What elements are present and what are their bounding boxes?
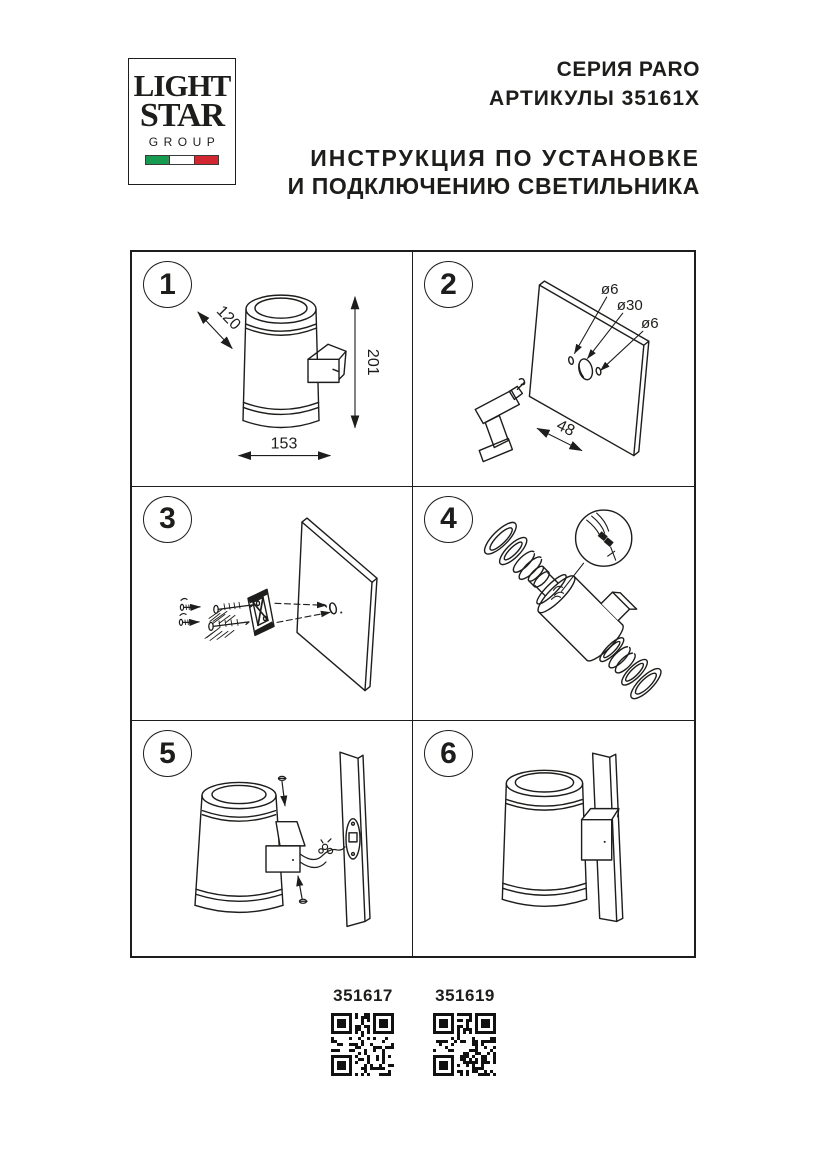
articles-title: АРТИКУЛЫ 35161X [489,87,700,110]
dimension-201 [355,297,382,427]
flag-green-stripe [146,156,169,164]
step-4-panel [413,487,694,722]
logo-word-group: GROUP [148,135,221,149]
qr-code [433,1013,496,1076]
step-5-panel [132,721,413,956]
hole-center-label: ø30 [616,297,643,315]
logo-word-light: LIGHT [133,68,231,103]
installation-steps-grid [130,250,696,958]
hole-left-label: ø6 [600,281,619,299]
instruction-title-line1: ИНСТРУКЦИЯ ПО УСТАНОВКЕ [310,145,700,171]
wiring-detail-circle [562,510,632,591]
wall-plate [346,819,360,859]
step-number: 1 [159,267,176,301]
step-number: 6 [440,736,457,770]
dowel-icon [180,598,200,610]
mounting-bracket [248,589,274,635]
series-title: СЕРИЯ PARO [556,58,700,81]
step-3-panel [132,487,413,722]
step-2-panel [413,252,694,487]
connection-wires [300,839,345,868]
logo-word-star: STAR [139,97,225,134]
step-4-badge [424,496,473,543]
spacing-dimension-label: 48 [553,416,578,441]
width-dimension-label: 153 [270,434,298,453]
lamp-body [195,783,305,913]
step-1-panel [132,252,413,487]
step-1-badge [143,261,192,308]
mounting-box [308,344,346,382]
product-code-351619: 351619 [435,986,495,1005]
dimension-120 [198,302,244,348]
step-number: 2 [440,267,457,301]
instruction-title-line2: И ПОДКЛЮЧЕНИЮ СВЕТИЛЬНИКА [287,173,700,199]
drill-icon [475,379,524,462]
wall-lamp-drawing [243,295,346,427]
qr-code [331,1013,394,1076]
step-6-panel [413,721,694,956]
lightstar-logo [128,58,236,185]
step-5-badge [143,730,192,777]
step-3-badge [143,496,192,543]
step-6-badge [424,730,473,777]
product-code-351617: 351617 [333,986,393,1005]
step-number: 5 [159,736,176,770]
step-number: 4 [440,502,457,536]
dowel-icon [179,613,199,625]
height-dimension-label: 201 [364,348,382,376]
dowel-icons [179,598,200,625]
step-number: 3 [159,502,176,536]
screw-bottom [298,876,307,903]
depth-dimension-label: 120 [212,301,245,334]
screw-bottom [205,619,249,640]
dimension-153 [239,435,330,456]
screw-top [278,777,286,806]
flag-white-stripe [169,156,194,164]
step-2-badge [424,261,473,308]
document-header [288,58,700,200]
italian-flag-icon [145,155,219,165]
hole-right-label: ø6 [641,315,659,333]
flag-red-stripe [195,156,218,164]
